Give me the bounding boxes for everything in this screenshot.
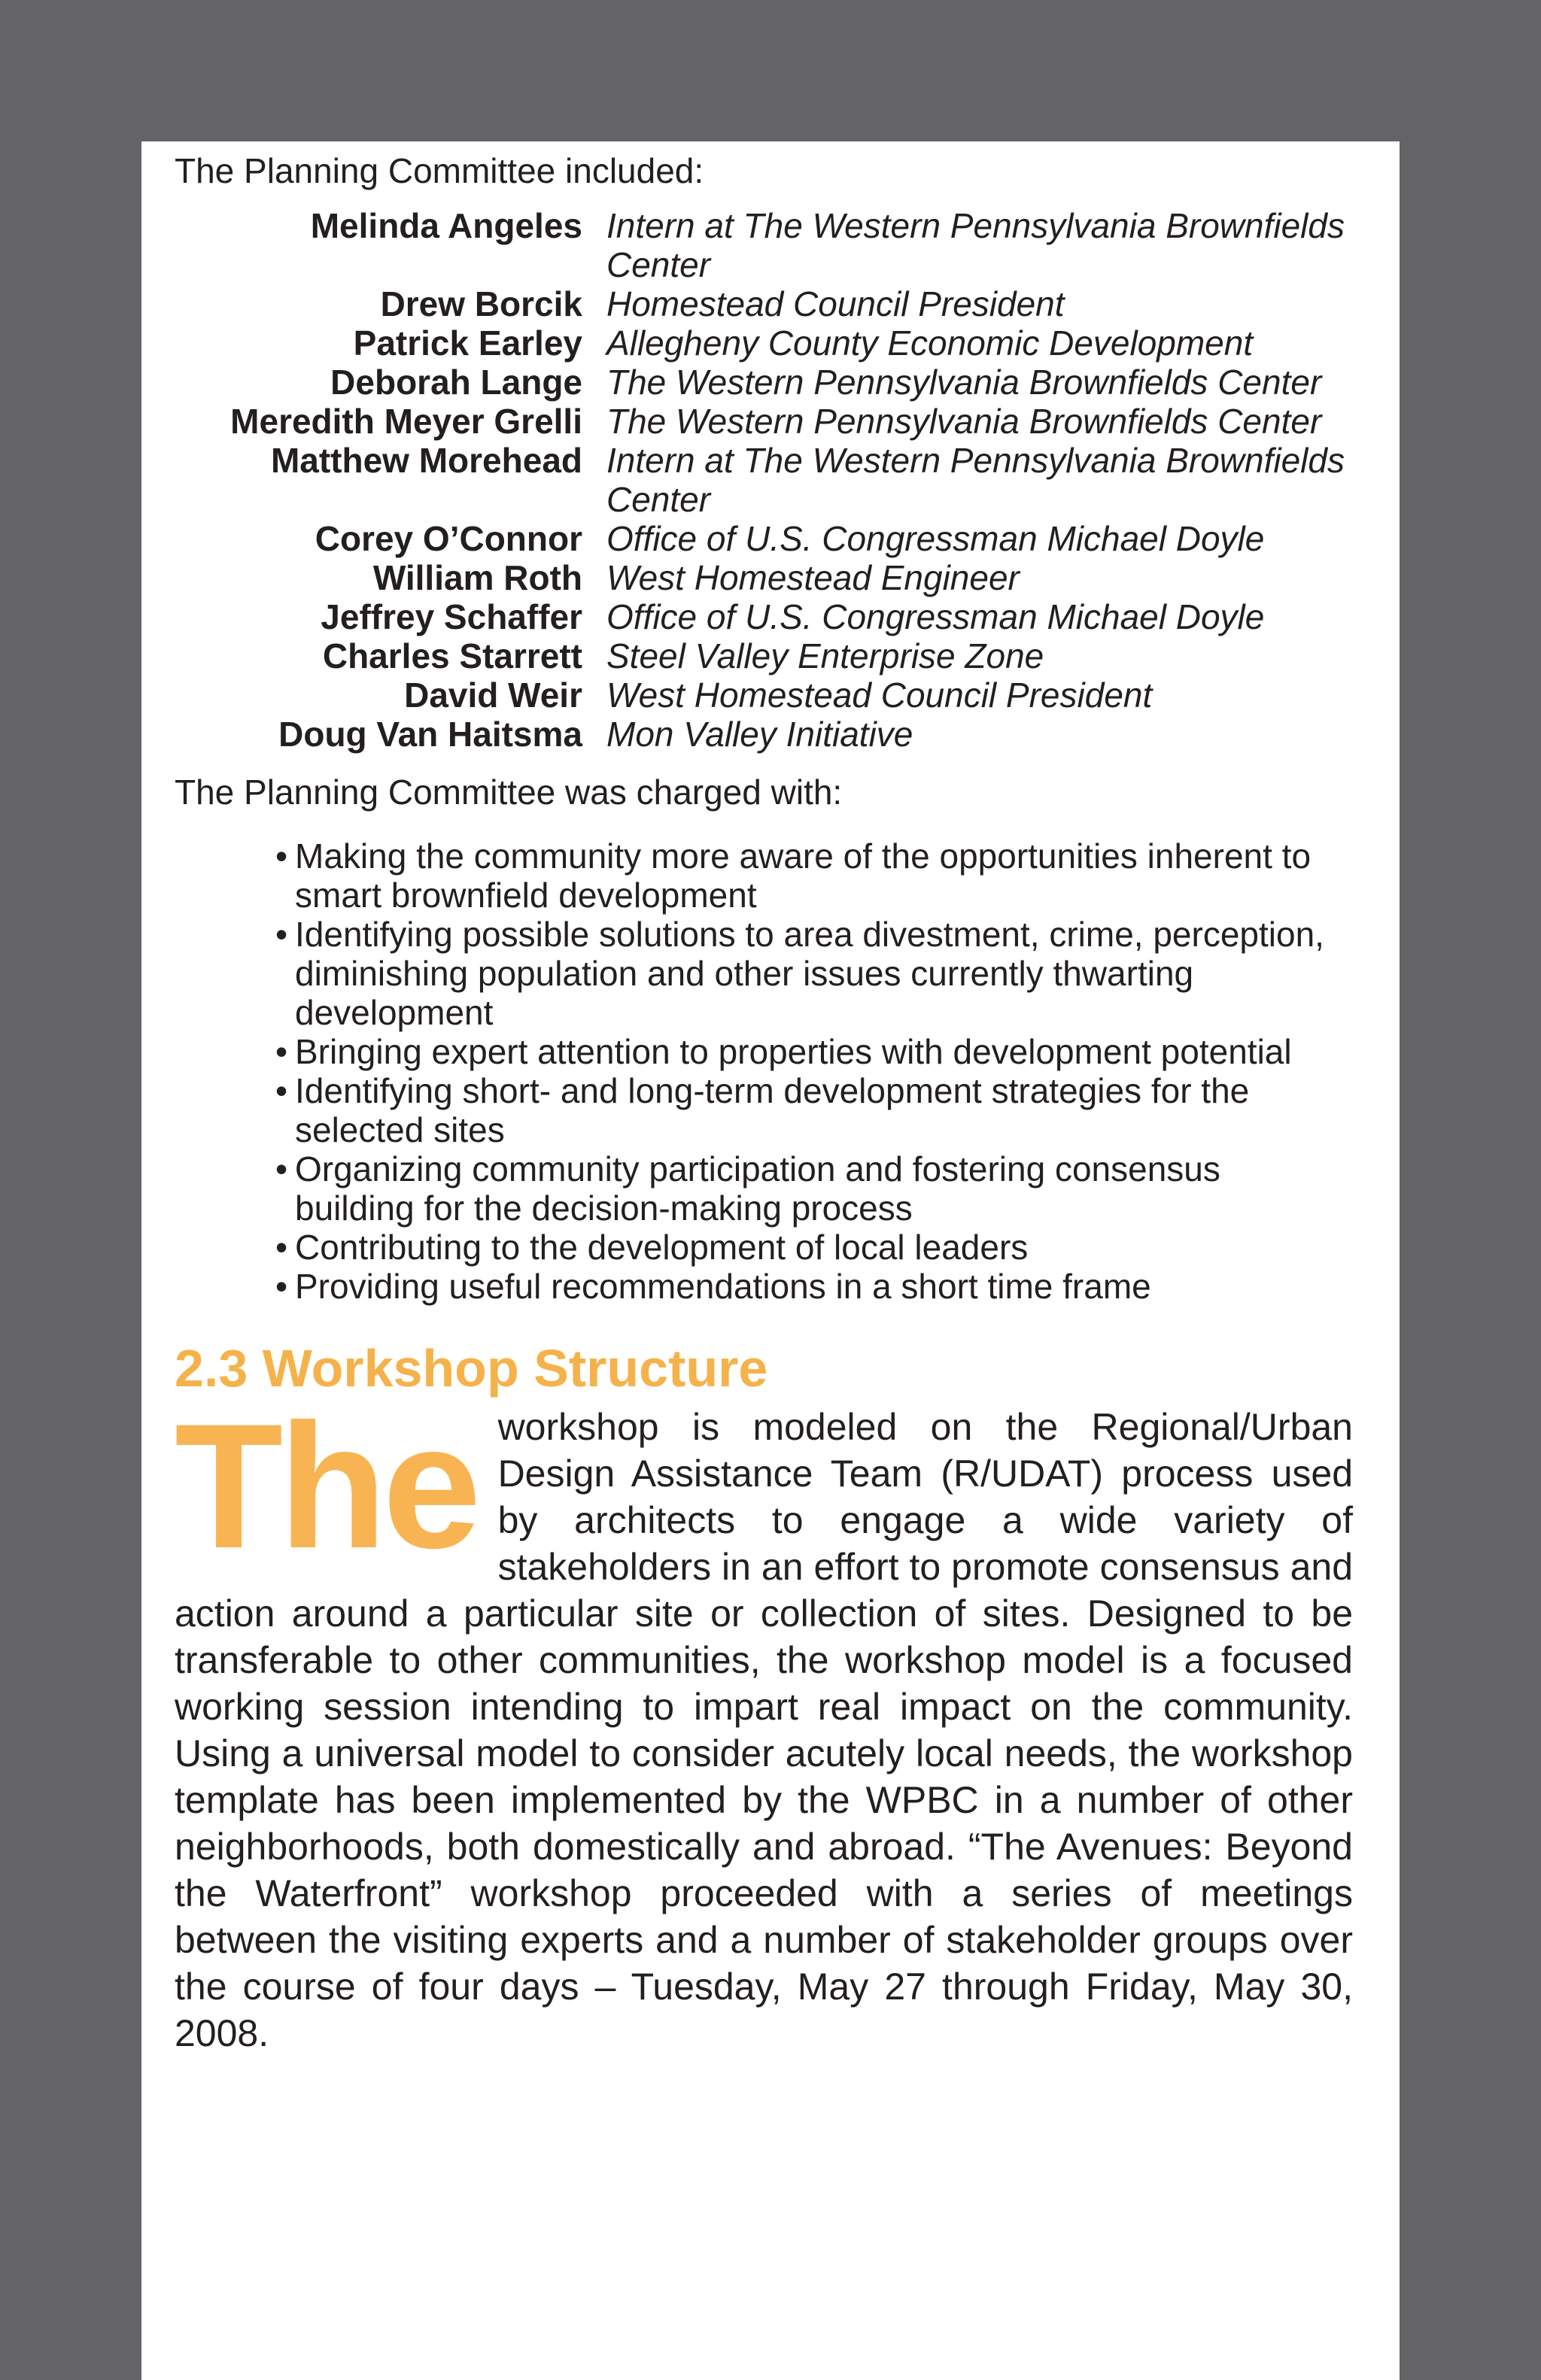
member-name: Patrick Earley bbox=[353, 323, 582, 363]
committee-member bbox=[175, 636, 1356, 675]
list-item bbox=[275, 915, 1329, 1032]
list-item bbox=[275, 1032, 1329, 1071]
committee-member bbox=[175, 558, 1356, 597]
list-item bbox=[275, 1149, 1329, 1228]
committee-member bbox=[175, 597, 1356, 636]
member-role: Allegheny County Economic Development bbox=[606, 323, 1254, 363]
list-item-text: Making the community more aware of the opportunities inherent to smart brownfield development bbox=[295, 836, 1312, 915]
member-role: Office of U.S. Congressman Michael Doyle bbox=[606, 519, 1265, 558]
section-heading: 2.3 Workshop Structure bbox=[175, 1339, 768, 1398]
member-name: Matthew Morehead bbox=[270, 441, 582, 480]
committee-member bbox=[175, 284, 1356, 323]
committee-member bbox=[175, 441, 1356, 519]
committee-member bbox=[175, 402, 1356, 441]
document-page bbox=[141, 141, 1400, 2380]
member-name: David Weir bbox=[404, 675, 582, 715]
bullet-icon: • bbox=[275, 1032, 288, 1071]
list-item bbox=[275, 1071, 1329, 1149]
member-role: Intern at The Western Pennsylvania Brownfields Center bbox=[606, 206, 1345, 284]
member-role: The Western Pennsylvania Brownfields Center bbox=[606, 402, 1322, 441]
member-name: William Roth bbox=[372, 558, 582, 597]
body-paragraph bbox=[175, 1387, 1353, 2057]
member-name: Corey O’Connor bbox=[315, 519, 582, 558]
bullet-icon: • bbox=[275, 915, 288, 954]
list-item-text: Identifying possible solutions to area divestment, crime, perception, diminishing population and other issues currently thwarting development bbox=[295, 915, 1324, 1032]
committee-member bbox=[175, 206, 1356, 284]
list-item-text: Contributing to the development of local leaders bbox=[295, 1228, 1029, 1267]
committee-member bbox=[175, 323, 1356, 363]
bullet-icon: • bbox=[275, 1267, 288, 1306]
member-role: West Homestead Engineer bbox=[606, 558, 1020, 597]
member-name: Jeffrey Schaffer bbox=[321, 597, 582, 636]
committee-member bbox=[175, 675, 1356, 715]
committee-member bbox=[175, 363, 1356, 402]
list-item-text: Identifying short- and long-term development strategies for the selected sites bbox=[295, 1071, 1250, 1149]
member-role: Office of U.S. Congressman Michael Doyle bbox=[606, 597, 1265, 636]
member-role: Steel Valley Enterprise Zone bbox=[606, 636, 1044, 675]
drop-cap: The bbox=[175, 1387, 477, 1586]
committee-member bbox=[175, 715, 1356, 754]
bullet-icon: • bbox=[275, 836, 288, 876]
list-item bbox=[275, 1267, 1329, 1306]
bullet-icon: • bbox=[275, 1071, 288, 1110]
committee-member bbox=[175, 519, 1356, 558]
member-role: Homestead Council President bbox=[606, 284, 1065, 323]
member-role: The Western Pennsylvania Brownfields Center bbox=[606, 363, 1322, 402]
member-name: Meredith Meyer Grelli bbox=[230, 402, 582, 441]
member-role: Mon Valley Initiative bbox=[606, 715, 913, 754]
member-name: Melinda Angeles bbox=[310, 206, 582, 245]
member-name: Doug Van Haitsma bbox=[278, 715, 582, 754]
charged-intro: The Planning Committee was charged with: bbox=[175, 773, 843, 812]
list-item-text: Providing useful recommendations in a short time frame bbox=[295, 1267, 1151, 1306]
bullet-icon: • bbox=[275, 1149, 288, 1188]
member-name: Drew Borcik bbox=[380, 284, 582, 323]
member-role: West Homestead Council President bbox=[606, 675, 1153, 715]
committee-member-list bbox=[175, 206, 1356, 754]
member-role: Intern at The Western Pennsylvania Brownfields Center bbox=[606, 441, 1345, 519]
list-item bbox=[275, 1228, 1329, 1267]
bullet-icon: • bbox=[275, 1228, 288, 1267]
list-item-text: Bringing expert attention to properties with development potential bbox=[295, 1032, 1292, 1071]
charge-list bbox=[175, 836, 1329, 1306]
member-name: Charles Starrett bbox=[322, 636, 582, 675]
member-name: Deborah Lange bbox=[330, 363, 582, 402]
list-item-text: Organizing community participation and fostering consensus building for the decision-making process bbox=[295, 1149, 1220, 1228]
page-content bbox=[175, 150, 1356, 2057]
paragraph-text: workshop is modeled on the Regional/Urban Design Assistance Team (R/UDAT) process used by architects to engage a wide variety of stakeholders in an effort to promote consensus and action around a particular site or collection of sites. Designed to be transferable to other communities, the workshop model is a focused working session intending to impart real impact on the community. Using a universal model to consider acutely local needs, the workshop template has been implemented by the WPBC in a number of other neighborhoods, both domestically and abroad. “The Avenues: Beyond the Waterfront” workshop proceeded with a series of meetings between the visiting experts and a number of stakeholder groups over the course of four days – Tuesday, May 27 through Friday, May 30, 2008. bbox=[175, 1406, 1353, 2054]
list-item bbox=[275, 836, 1329, 915]
committee-intro: The Planning Committee included: bbox=[175, 151, 704, 190]
